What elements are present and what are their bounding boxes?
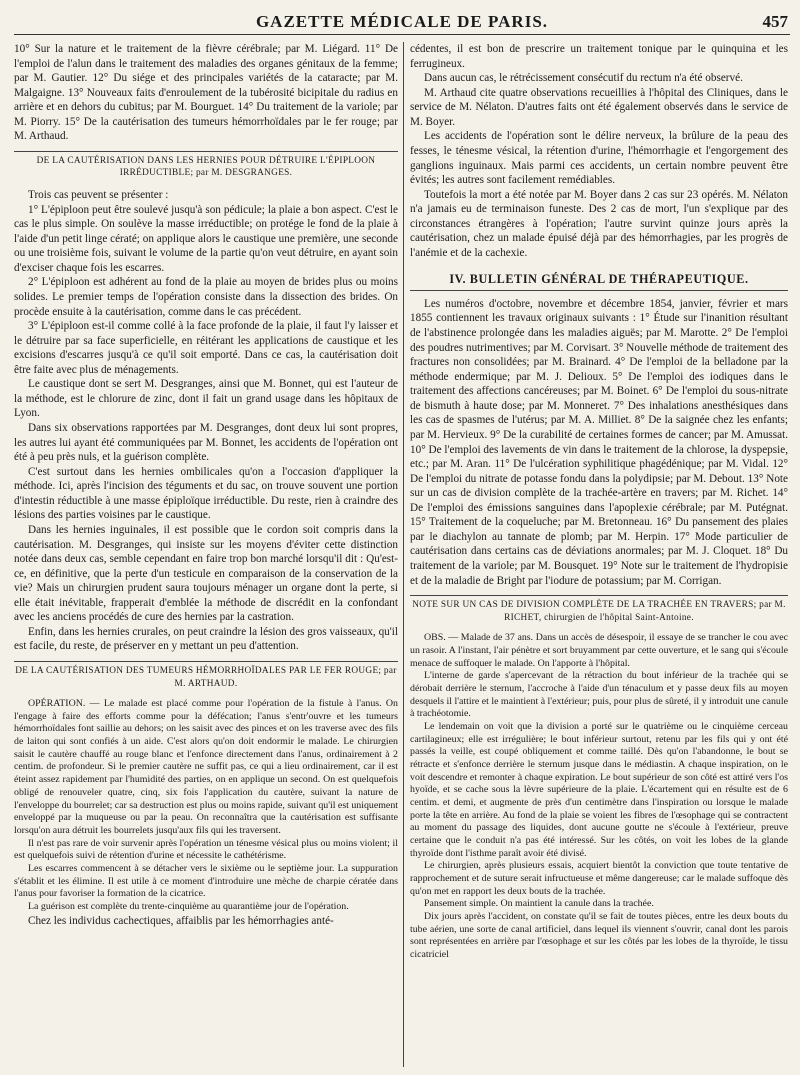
paragraph: Toutefois la mort a été notée par M. Boyer dans 2 cas sur 23 opérés. M. Nélaton n'a jamais eu de terminaison funeste. Des 2 cas de mort, l'un s'explique par des circonstances étrangères à l'opération; l'autre survint quinze jours après la cautérisation, chez un malade épuisé déjà par des hémorrhagies, par les progrès de l'anémie et de la cachexie.	[410, 188, 788, 259]
paragraph: 1° L'épiploon peut être soulevé jusqu'à son pédicule; la plaie a bon aspect. C'est le cas le plus simple. On soulève la masse irréductible; on protége le fond de la plaie à l'aide d'un petit linge cératé; on applique alors le caustique une première, une seconde ou une troisième fois, suivant le volume de la partie qu'on veut détruire, en ayant soin d'exciser chaque fois les escarres.	[14, 203, 398, 274]
paragraph: cédentes, il est bon de prescrire un traitement tonique par le quinquina et les ferrugineux.	[410, 43, 788, 70]
masthead	[14, 10, 790, 35]
column-divider	[403, 42, 404, 1067]
paragraph: Les escarres commencent à se détacher vers le sixième ou le septième jour. La suppuration s'établit et les élimine. Il est utile à ce moment d'introduire une mèche de charpie cératée dans l'anus pour favoriser la formation de la cicatrice.	[14, 862, 398, 900]
paragraph: Le lendemain on voit que la division a porté sur le quatrième ou le cinquième cerceau cartilagineux; elle est irrégulière; le bout inférieur surtout, retenu par les fils qui y ont été passés la veille, est coupé obliquement et comme taillé. Dès qu'on l'abandonne, le bout se rétracte et s'enfonce derrière le sternum jusque dans le médiastin. A chaque inspiration, on le voit descendre et remonter à chaque expiration. Le bout supérieur de son côté est attiré vers l'os hyoïde, et se cache sous la lèvre supérieure de la plaie. L'écartement qui en résulte est de 6 centim. et demi, et augmente de près d'un centimètre dans l'inspiration ou lorsque le malade porte la tête en arrière. Au fond de la plaie se voient les fibres de l'œsophage qui se contractent au moment du passage des liquides, dont aucune goutte ne s'écoule à l'extérieur, preuve certaine que le conduit n'a pas été intéressé. Sur les côtés, on voit les lobes de la glande thyroïde dont l'isthme paraît avoir été divisé.	[410, 720, 788, 859]
section-heading-bulletin: IV. BULLETIN GÉNÉRAL DE THÉRAPEUTIQUE.	[410, 268, 788, 290]
paragraph: Dans six observations rapportées par M. Desgranges, dont deux lui sont propres, les autres lui ayant été communiquées par M. Bonnet, les accidents de l'opération ont été à peu près nuls, et la guérison complète.	[14, 422, 398, 464]
left-column	[14, 42, 398, 1067]
paragraph: OPÉRATION. — Le malade est placé comme pour l'opération de la fistule à l'anus. On l'engage à faire des efforts comme pour la défécation; l'anus s'entr'ouvre et les tumeurs hémorrhoïdales font saillie au dehors; on les saisit avec des pinces et on les traverse avec des fils de laiton qui sont confiés à un aide. C'est alors qu'on doit endormir le malade. Le chirurgien saisit le cautère chauffé au rouge blanc et l'enfonce directement dans l'anus, ordinairement à 2 centim. de profondeur. Si le premier cautère ne suffit pas, ce qui a lieu ordinairement, car il est éteint assez rapidement par l'humidité des parties, on en applique un second. On est quelquefois obligé de renouveler quatre, cinq, six fois l'application du cautère, suivant la nature de l'enveloppe du bourrelet; car sa destruction est plus ou moins rapide, suivant qu'il est uniquement enveloppé par la muqueuse ou par la peau. On reconnaîtra que la cautérisation est suffisante lorsqu'on aura détruit les bourrelets jusqu'aux fils qui les traversent.	[14, 698, 398, 836]
paragraph: Il n'est pas rare de voir survenir après l'opération un ténesme vésical plus ou moins violent; il est quelquefois suivi de rétention d'urine et nécessite le cathétérisme.	[14, 837, 398, 862]
paragraph: C'est surtout dans les hernies ombilicales qu'on a l'occasion d'appliquer la méthode. Ici, après l'incision des téguments et du sac, on trouve souvent une portion d'intestin réductible à une masse épiploïque irréductible. Du reste, rien à craindre des lésions des parties voisines par le caustique.	[14, 465, 398, 522]
paragraph: M. Arthaud cite quatre observations recueillies à l'hôpital des Cliniques, dans le service de M. Nélaton. D'autres faits ont été également observés dans le service de M. Boyer.	[410, 86, 788, 128]
paragraph: OBS. — Malade de 37 ans. Dans un accès de désespoir, il essaye de se trancher le cou avec un rasoir. A l'instant, l'air pénètre et sort bruyamment par cette ouverture, et le sang qui s'écoule menace de suffoquer le malade. On l'apporte à l'hôpital.	[410, 632, 788, 669]
paragraph: Pansement simple. On maintient la canule dans la trachée.	[424, 898, 654, 910]
paragraph: Trois cas peuvent se présenter :	[28, 189, 169, 202]
section-heading-trachee: NOTE SUR UN CAS DE DIVISION COMPLÈTE DE LA TRACHÉE EN TRAVERS; par M. RICHET, chirurgien de l'hôpital Saint-Antoine.	[410, 595, 788, 626]
paragraph: Chez les individus cachectiques, affaiblis par les hémorrhagies anté-	[28, 914, 334, 927]
paragraph: 2° L'épiploon est adhérent au fond de la plaie au moyen de brides plus ou moins solides. Le premier temps de l'opération consiste dans la dissection des brides. On procède ensuite à la cautérisation, comme dans le cas précédent.	[14, 276, 398, 318]
paragraph: 3° L'épiploon est-il comme collé à la face profonde de la plaie, il faut l'y laisser et le détruire par sa face superficielle, en réitérant les applications de caustique et les excisions d'escarres jusqu'à ce qu'il soit emporté. Dans ce cas, la cautérisation doit être faite avec plus de ménagements.	[14, 320, 398, 376]
section-heading-hemorrhoides: DE LA CAUTÉRISATION DES TUMEURS HÉMORRHOÏDALES PAR LE FER ROUGE; par M. ARTHAUD.	[14, 661, 398, 692]
paragraph: La guérison est complète du trente-cinquième au quarantième jour de l'opération.	[28, 900, 349, 912]
paragraph: Dans aucun cas, le rétrécissement consécutif du rectum n'a été observé.	[424, 72, 743, 85]
page-number: 457	[762, 12, 788, 31]
journal-title: GAZETTE MÉDICALE DE PARIS.	[255, 12, 549, 31]
paragraph: Dix jours après l'accident, on constate qu'il se fait de toutes pièces, entre les deux bouts du tube aérien, une sorte de canal artificiel, dans lequel ils viennent s'ouvrir, canal dont les parois sont représentées en arrière par l'œsophage et sur les côtés par les lobes de la thyroïde, le tissu cicatriciel	[410, 911, 788, 961]
section-heading-epiploon: DE LA CAUTÉRISATION DANS LES HERNIES POUR DÉTRUIRE L'ÉPIPLOON IRRÉDUCTIBLE; par M. DESGRANGES.	[14, 151, 398, 182]
right-column	[410, 42, 788, 1067]
paragraph: Les accidents de l'opération sont le délire nerveux, la brûlure de la peau des fesses, le ténesme vésical, la rétention d'urine, l'hémorrhagie et l'engorgement des ganglions inguinaux. Mais parmi ces accidents, un certain nombre peuvent être évités; les autres sont facilement remédiables.	[410, 130, 788, 187]
paragraph: Le chirurgien, après plusieurs essais, acquiert bientôt la conviction que toute tentative de rapprochement et de suture serait infructueuse et même dangereuse; car le malade suffoque dès qu'on met en rapport les deux bouts de la trachée.	[410, 860, 788, 897]
paragraph: L'interne de garde s'apercevant de la rétraction du bout inférieur de la trachée qui se dérobait derrière le sternum, l'accroche à l'aide d'un ténaculum et y passe deux fils au moyen desquels il l'attire et le maintient à l'extérieur; puis, pour plus de sûreté, il y introduit une canule à trachéotomie.	[410, 670, 788, 720]
paragraph: Enfin, dans les hernies crurales, on peut craindre la lésion des gros vaisseaux, qu'il est facile, du reste, de préserver en y mettant un peu d'attention.	[14, 625, 398, 653]
paragraph: Dans les hernies inguinales, il est possible que le cordon soit compris dans la cautérisation. M. Desgranges, qui insiste sur les moyens d'éviter cette distinction notée dans deux cas, semble cependant en faire trop bon marché lorsqu'il dit : Qu'est-ce, en définitive, que la perte d'un testicule en comparaison de la conservation de la vie? Mais un chirurgien prudent saura toujours ménager un organe dont la perte, si elle était inévitable, frapperait d'emblée la méthode de discrédit en la confondant avec les anciens procédés de cure des hernies par la castration.	[14, 523, 398, 624]
paragraph: 10° Sur la nature et le traitement de la fièvre cérébrale; par M. Liégard. 11° De l'emploi de l'alun dans le traitement des maladies des organes génitaux de la femme; par M. Gautier. 12° Du siége et des principales variétés de la cataracte; par M. Malgaigne. 13° Nouveaux faits d'enroulement de la tubérosité bicipitale du radius en arrière et en dehors du cubitus; par M. Bourguet. 14° Du traitement de la variole; par M. Piorry. 15° De la cautérisation des tumeurs hémorrhoïdales par le fer rouge; par M. Arthaud.	[14, 43, 398, 143]
paragraph: Les numéros d'octobre, novembre et décembre 1854, janvier, février et mars 1855 contiennent les travaux originaux suivants : 1° Étude sur l'inanition résultant de l'abstinence prolongée dans les maladies aiguës; par M. Marotte. 2° De l'emploi des poudres nutrimentives; par M. Corvisart. 3° Nouvelle méthode de traitement des fractures non consolidées; par M. Brainard. 4° De l'emploi de la belladone par la méthode endermique; par M. J. Delioux. 5° De l'emploi des iodiques dans le traitement des affections cancéreuses; par M. Boinet. 6° De l'emploi du sous-nitrate de bismuth à haute dose; par M. Monneret. 7° Des inhalations anesthésiques dans les cas de spasmes de l'utérus; par M. A. Milliet. 8° De la saignée chez les enfants; par M. Hervieux. 9° De la curabilité de certaines formes de cancer; par M. Amussat. 10° De l'emploi des lavements de vin dans le traitement de la chlorose, la dyspepsie, etc.; par M. Aran. 11° De l'ulcération syphilitique phagédénique; par M. Vidal. 12° De l'emploi du nitrate de potasse fondu dans la polydipsie; par M. Debout. 13° Note sur un cas de division complète de la trachée-artère en travers; par M. Richet. 14° De l'emploi des émissions sanguines dans l'apoplexie cérébrale; par M. Putégnat. 15° Traitement de la coqueluche; par M. Bretonneau. 16° Du pansement des plaies par le diachylon au tannate de plomb; par M. Herpin. 17° Mode particulier de cautérisation dans certains cas de déviations anormales; par M. J. Cloquet. 18° Du traitement de la variole; par M. Bousquet. 19° Note sur le traitement de l'hydropisie et de la maladie de Bright par l'iodure de potassium; par M. Corrigan.	[410, 297, 788, 587]
paragraph: Le caustique dont se sert M. Desgranges, ainsi que M. Bonnet, qui est l'auteur de la méthode, est le chlorure de zinc, dont il fait un grand usage dans les hôpitaux de Lyon.	[14, 378, 398, 420]
